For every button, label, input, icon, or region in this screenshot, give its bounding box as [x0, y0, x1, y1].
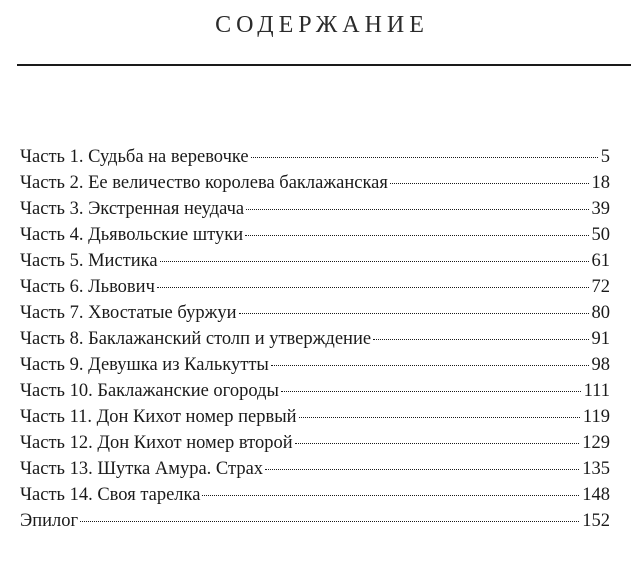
toc-entry[interactable]: [20, 144, 610, 170]
dot-leader: [271, 364, 589, 366]
toc-entry-title: Часть 14. Своя тарелка: [20, 485, 201, 505]
toc-entry-page: 111: [583, 381, 610, 401]
toc-entry-page: 98: [591, 355, 610, 375]
dot-leader: [202, 494, 579, 496]
toc-entry-title: Часть 11. Дон Кихот номер первый: [20, 407, 297, 427]
toc-entry[interactable]: [20, 508, 610, 534]
toc-entry-page: 91: [591, 329, 610, 349]
toc-entry[interactable]: [20, 352, 610, 378]
toc-entry[interactable]: [20, 430, 610, 456]
toc-entry-page: 152: [582, 511, 610, 531]
dot-leader: [251, 156, 598, 158]
toc-entry-page: 50: [591, 225, 610, 245]
dot-leader: [239, 312, 589, 314]
dot-leader: [157, 286, 589, 288]
title-divider: [17, 64, 631, 66]
toc-entry[interactable]: [20, 170, 610, 196]
dot-leader: [245, 234, 588, 236]
toc-entry-title: Часть 7. Хвостатые буржуи: [20, 303, 237, 323]
toc-entry-title: Эпилог: [20, 511, 79, 531]
dot-leader: [390, 182, 589, 184]
dot-leader: [246, 208, 588, 210]
toc-entry[interactable]: [20, 326, 610, 352]
dot-leader: [281, 390, 581, 392]
page-title: СОДЕРЖАНИЕ: [215, 12, 429, 38]
toc-entry[interactable]: [20, 196, 610, 222]
toc-entry[interactable]: [20, 404, 610, 430]
toc-entry[interactable]: [20, 300, 610, 326]
dot-leader: [265, 468, 579, 470]
toc-entry[interactable]: [20, 456, 610, 482]
toc-entry-title: Часть 12. Дон Кихот номер второй: [20, 433, 293, 453]
toc-entry-title: Часть 9. Девушка из Калькутты: [20, 355, 269, 375]
dot-leader: [160, 260, 589, 262]
table-of-contents: [20, 144, 610, 534]
toc-entry-title: Часть 10. Баклажанские огороды: [20, 381, 279, 401]
toc-entry[interactable]: [20, 378, 610, 404]
toc-entry-title: Часть 2. Ее величество королева баклажанская: [20, 173, 388, 193]
toc-entry-page: 148: [582, 485, 610, 505]
toc-entry-page: 80: [591, 303, 610, 323]
toc-entry-page: 72: [591, 277, 610, 297]
toc-entry[interactable]: [20, 248, 610, 274]
toc-entry-page: 135: [582, 459, 610, 479]
toc-entry-page: 39: [591, 199, 610, 219]
dot-leader: [373, 338, 588, 340]
toc-entry-title: Часть 6. Львович: [20, 277, 155, 297]
toc-entry-title: Часть 5. Мистика: [20, 251, 158, 271]
toc-entry-page: 119: [582, 407, 610, 427]
toc-entry-page: 18: [591, 173, 610, 193]
dot-leader: [299, 416, 580, 418]
toc-entry-title: Часть 4. Дьявольские штуки: [20, 225, 244, 245]
toc-entry-page: 61: [591, 251, 610, 271]
toc-entry-title: Часть 13. Шутка Амура. Страх: [20, 459, 264, 479]
toc-entry-title: Часть 1. Судьба на веревочке: [20, 147, 249, 167]
dot-leader: [80, 520, 579, 522]
toc-entry-page: 5: [600, 147, 610, 167]
toc-entry-title: Часть 8. Баклажанский столп и утверждение: [20, 329, 372, 349]
toc-entry-page: 129: [582, 433, 610, 453]
toc-entry[interactable]: [20, 222, 610, 248]
toc-entry[interactable]: [20, 274, 610, 300]
toc-entry-title: Часть 3. Экстренная неудача: [20, 199, 245, 219]
toc-entry[interactable]: [20, 482, 610, 508]
dot-leader: [295, 442, 580, 444]
